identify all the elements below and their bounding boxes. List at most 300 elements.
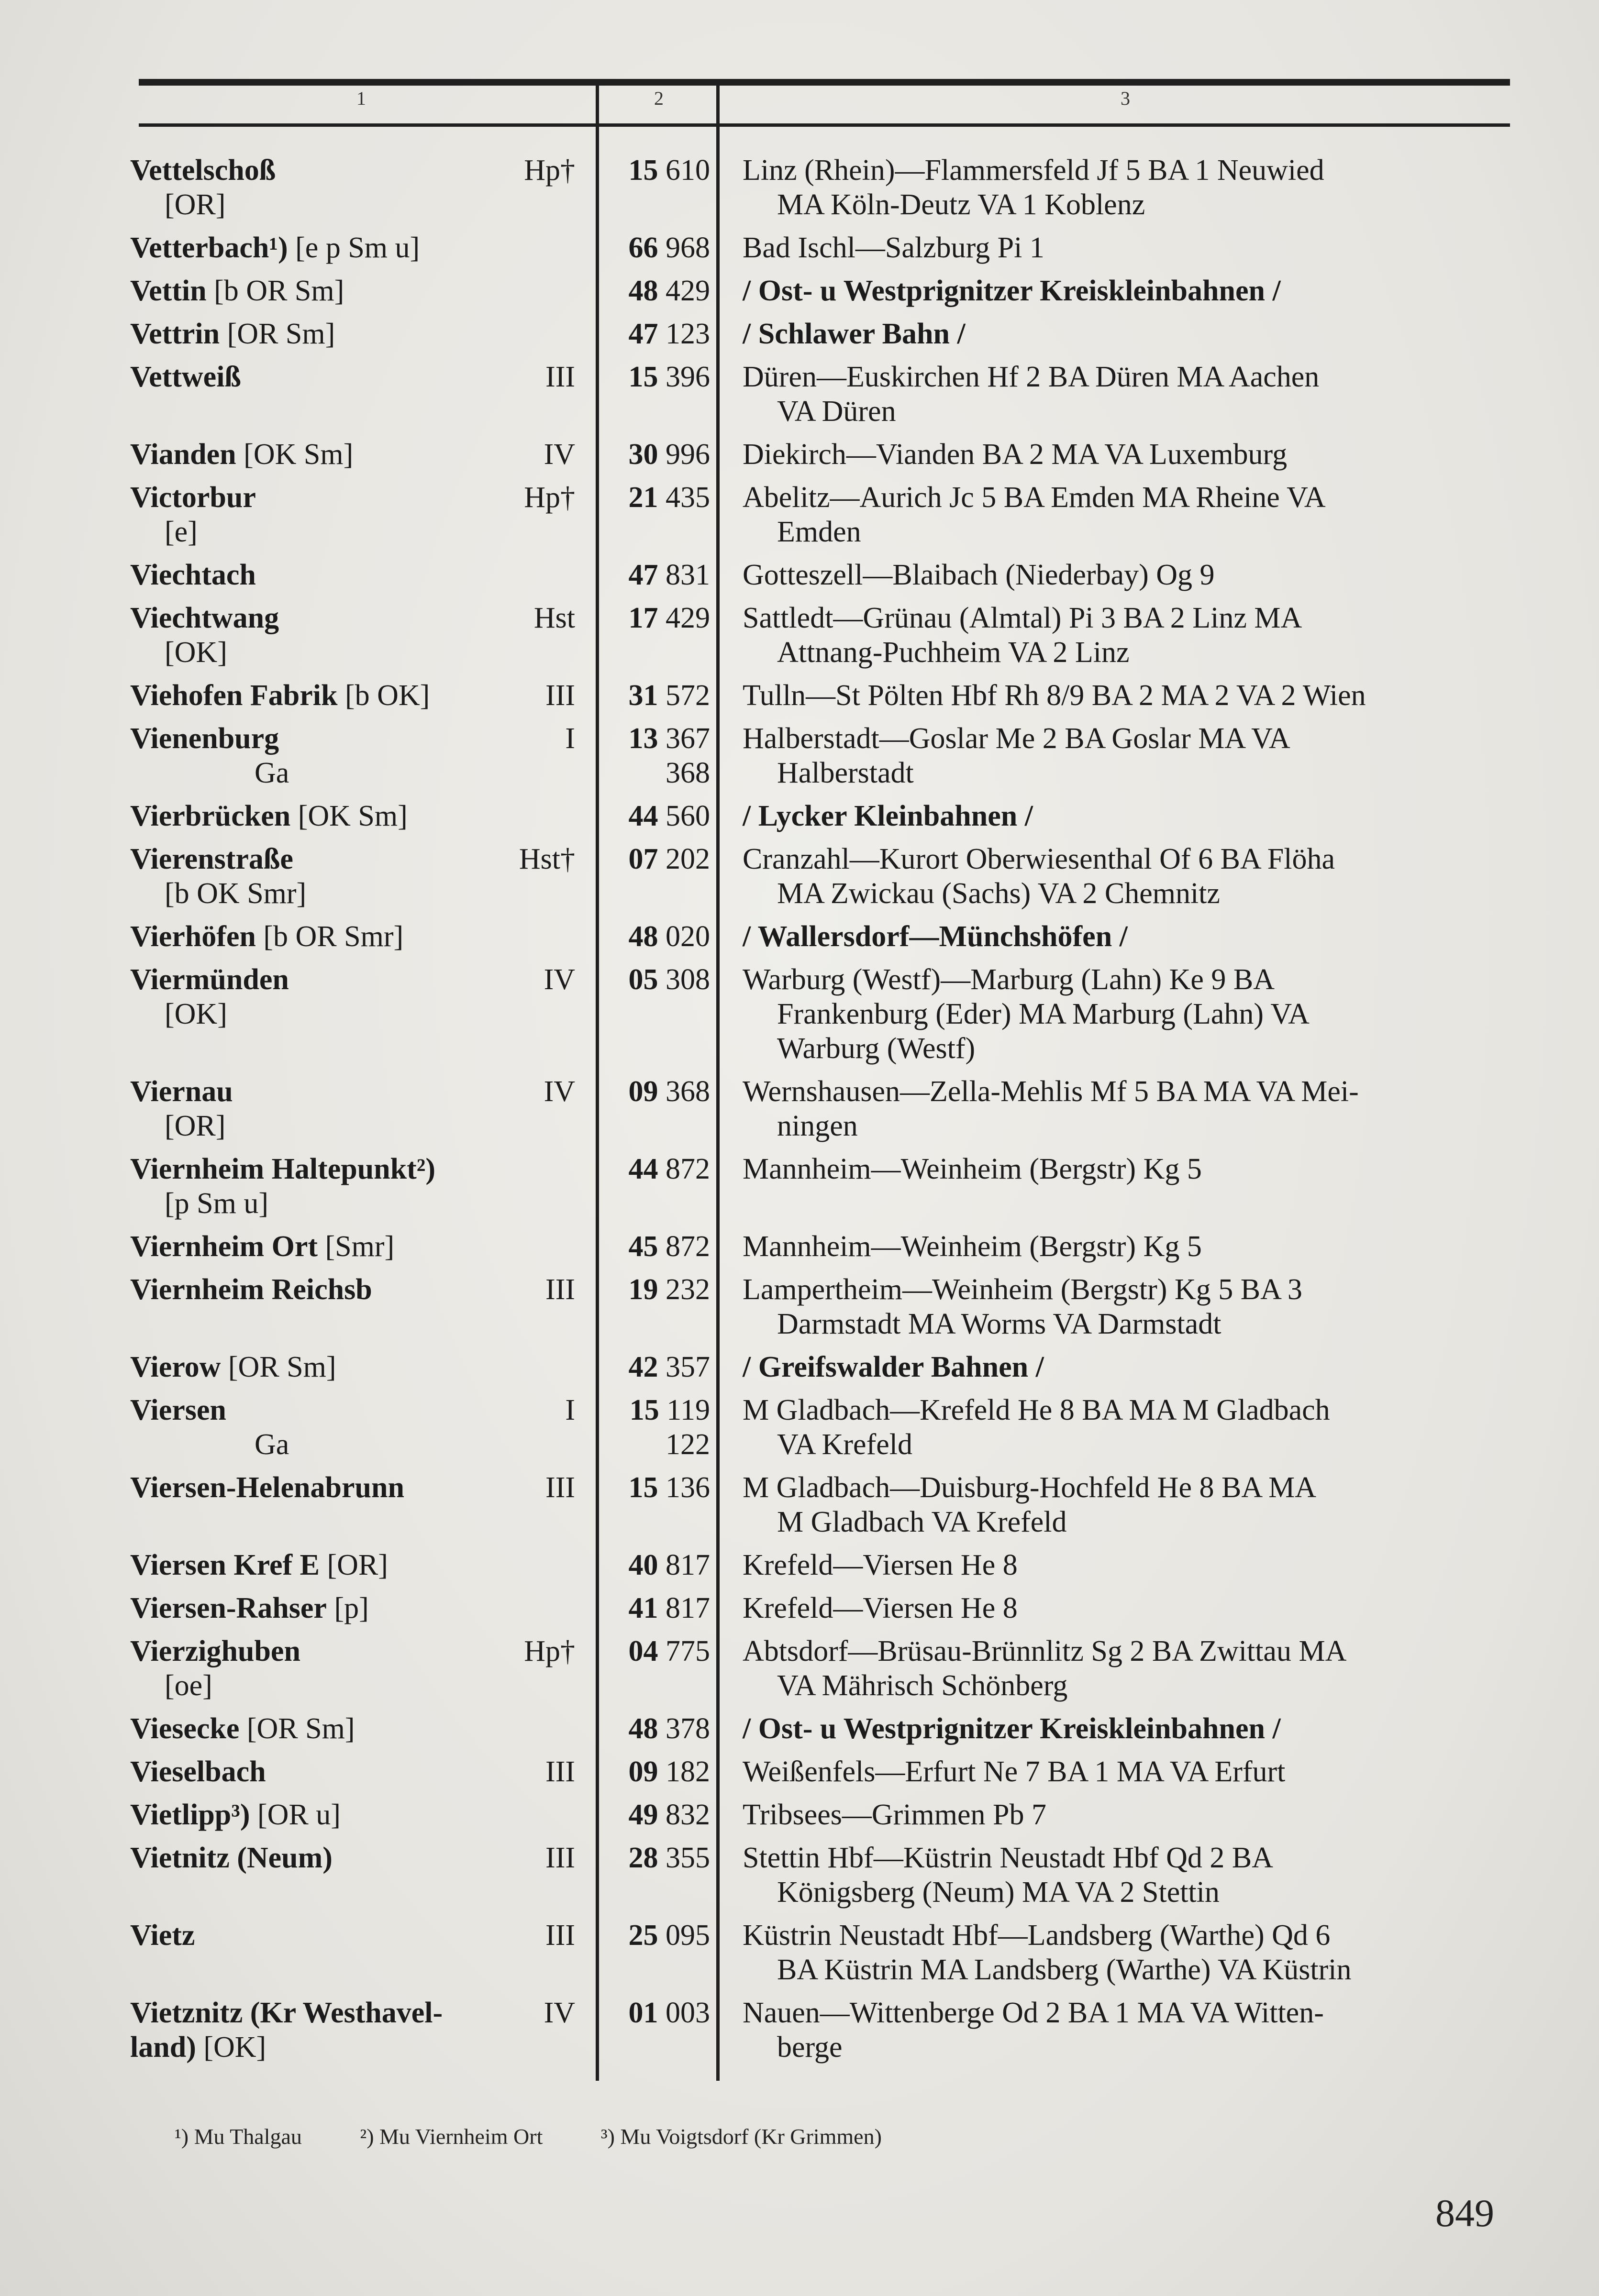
number-suffix: 831: [666, 559, 710, 591]
number-suffix: 123: [666, 318, 710, 350]
route-line: M Gladbach—Krefeld He 8 BA MA M Gladbach: [743, 1394, 1330, 1426]
route-line: M Gladbach—Duisburg-Hochfeld He 8 BA MA: [743, 1471, 1317, 1504]
route-line: / Schlawer Bahn /: [743, 318, 966, 350]
station-name: Viersen Kref E: [130, 1549, 320, 1581]
route-info: [743, 558, 1508, 592]
route-line: Abelitz—Aurich Jc 5 BA Emden MA Rheine VA: [743, 481, 1326, 514]
number-prefix: 48: [628, 1712, 658, 1745]
table-row: [0, 1548, 1599, 1591]
station-number: [604, 1393, 710, 1462]
station-class: Hp†: [524, 1635, 575, 1667]
route-line: / Greifswalder Bahnen /: [743, 1351, 1044, 1383]
number-suffix: 996: [666, 438, 710, 471]
station-name: Viernheim Ort: [130, 1230, 318, 1263]
station-name: Vietznitz (Kr Westhavel-: [130, 1997, 443, 2029]
station-name: Vettelschoß: [130, 154, 276, 187]
number-suffix: 396: [666, 361, 710, 393]
station-cell: [130, 1272, 508, 1307]
route-line: Sattledt—Grünau (Almtal) Pi 3 BA 2 Linz MA: [743, 602, 1302, 634]
route-info: [743, 1350, 1508, 1384]
number-suffix: 368: [666, 1075, 710, 1108]
route-line: Mannheim—Weinheim (Bergstr) Kg 5: [743, 1230, 1202, 1263]
route-line: Tulln—St Pölten Hbf Rh 8/9 BA 2 MA 2 VA 2 Wien: [743, 679, 1366, 712]
number-prefix: 40: [628, 1549, 658, 1581]
station-number: [604, 1755, 710, 1789]
number-prefix: 28: [628, 1842, 658, 1874]
station-sub: Ga: [255, 1428, 289, 1461]
route-line: Attnang-Puchheim VA 2 Linz: [777, 636, 1130, 669]
route-line: berge: [777, 2031, 843, 2064]
number-suffix: 136: [666, 1471, 710, 1504]
route-info: [743, 317, 1508, 351]
station-class: III: [545, 1919, 575, 1952]
column-header-1: 1: [356, 88, 366, 109]
number-suffix: 610: [666, 154, 710, 187]
table-row: [0, 1272, 1599, 1350]
number-suffix: 367: [666, 722, 710, 755]
station-code: [OK]: [196, 2031, 266, 2064]
station-number: [604, 842, 710, 876]
station-name: Victorbur: [130, 481, 256, 514]
number-prefix: 48: [628, 920, 658, 953]
footnote-2: ²) Mu Viernheim Ort: [360, 2124, 543, 2149]
route-info: [743, 1470, 1508, 1539]
station-cell: [130, 1074, 508, 1143]
station-name-cont: land): [130, 2031, 196, 2064]
station-number: [604, 231, 710, 265]
route-line: Krefeld—Viersen He 8: [743, 1549, 1018, 1581]
number-suffix: 817: [666, 1549, 710, 1581]
footnotes: [175, 2124, 1419, 2149]
route-line: VA Krefeld: [777, 1428, 912, 1461]
number-suffix: 119: [666, 1394, 710, 1426]
number-prefix: 31: [628, 679, 658, 712]
table-row: [0, 1798, 1599, 1841]
number-prefix: 19: [628, 1273, 658, 1306]
route-line: / Wallersdorf—Münchshöfen /: [743, 920, 1128, 953]
station-class: Hst: [533, 602, 575, 634]
route-info: [743, 1841, 1508, 1910]
station-name: Vianden: [130, 438, 236, 471]
station-number: [604, 1229, 710, 1264]
table-row: [0, 1841, 1599, 1918]
number-prefix: 47: [628, 318, 658, 350]
station-cell: [130, 153, 508, 222]
route-info: [743, 678, 1508, 713]
station-number: [604, 1918, 710, 1953]
number-prefix: 42: [628, 1351, 658, 1383]
footnote-1: ¹) Mu Thalgau: [175, 2124, 302, 2149]
station-class: IV: [544, 1997, 575, 2029]
table-row: [0, 721, 1599, 799]
station-class: IV: [544, 963, 575, 996]
station-cell: [130, 601, 508, 670]
station-sub: [p Sm u]: [165, 1187, 268, 1220]
route-line: Nauen—Wittenberge Od 2 BA 1 MA VA Witten-: [743, 1997, 1324, 2029]
station-class: I: [565, 1394, 575, 1426]
station-number: [604, 1152, 710, 1186]
station-cell: [130, 1755, 508, 1789]
table-row: [0, 231, 1599, 274]
station-class: III: [545, 361, 575, 393]
station-name: Vietz: [130, 1919, 195, 1952]
route-line: Krefeld—Viersen He 8: [743, 1592, 1018, 1624]
number-sub: 122: [666, 1428, 710, 1461]
route-line: Königsberg (Neum) MA VA 2 Stettin: [777, 1876, 1220, 1909]
route-line: VA Düren: [777, 395, 896, 428]
route-line: Stettin Hbf—Küstrin Neustadt Hbf Qd 2 BA: [743, 1842, 1274, 1874]
number-prefix: 21: [628, 481, 658, 514]
route-info: [743, 437, 1508, 472]
table-row: [0, 1470, 1599, 1548]
table-row: [0, 558, 1599, 601]
table-row: [0, 919, 1599, 962]
station-cell: [130, 1841, 508, 1875]
station-cell: [130, 231, 508, 265]
route-info: [743, 153, 1508, 222]
station-number: [604, 1548, 710, 1582]
number-suffix: 020: [666, 920, 710, 953]
station-cell: [130, 962, 508, 1031]
route-info: [743, 919, 1508, 954]
station-code: [OK Sm]: [290, 800, 408, 832]
number-suffix: 429: [666, 275, 710, 307]
station-cell: [130, 919, 508, 954]
route-info: [743, 601, 1508, 670]
station-sub: [OK]: [165, 636, 227, 669]
number-prefix: 45: [628, 1230, 658, 1263]
route-line: Mannheim—Weinheim (Bergstr) Kg 5: [743, 1153, 1202, 1185]
route-info: [743, 1711, 1508, 1746]
route-info: [743, 1393, 1508, 1462]
station-sub: [OR]: [165, 1110, 226, 1142]
route-info: [743, 962, 1508, 1066]
number-prefix: 44: [628, 1153, 658, 1185]
station-name: Vieselbach: [130, 1755, 266, 1788]
station-number: [604, 1591, 710, 1625]
station-class: Hp†: [524, 481, 575, 514]
station-code: [e p Sm u]: [288, 232, 420, 264]
number-suffix: 095: [666, 1919, 710, 1952]
number-prefix: 47: [628, 559, 658, 591]
route-line: Warburg (Westf)—Marburg (Lahn) Ke 9 BA: [743, 963, 1275, 996]
route-line: Cranzahl—Kurort Oberwiesenthal Of 6 BA Flöha: [743, 843, 1335, 875]
route-info: [743, 360, 1508, 429]
route-info: [743, 1755, 1508, 1789]
station-class: Hp†: [524, 154, 575, 187]
route-info: [743, 799, 1508, 833]
station-sub: [OK]: [165, 998, 227, 1030]
route-info: [743, 1074, 1508, 1143]
station-sub: Ga: [255, 757, 289, 789]
station-cell: [130, 1711, 508, 1746]
number-suffix: 775: [666, 1635, 710, 1667]
number-prefix: 15: [628, 154, 658, 187]
route-line: Emden: [777, 516, 861, 548]
station-name: Vierow: [130, 1351, 221, 1383]
station-cell: [130, 317, 508, 351]
top-rule: [139, 79, 1510, 86]
number-prefix: 09: [628, 1075, 658, 1108]
station-class: I: [565, 722, 575, 755]
table-row: [0, 1755, 1599, 1798]
number-prefix: 15: [628, 1471, 658, 1504]
station-number: [604, 480, 710, 515]
station-code: [OR Sm]: [221, 1351, 336, 1383]
station-cell: [130, 1634, 508, 1703]
station-number: [604, 1634, 710, 1668]
route-info: [743, 1634, 1508, 1703]
station-number: [604, 721, 710, 790]
number-prefix: 09: [628, 1755, 658, 1788]
station-cell: [130, 360, 508, 394]
station-code: [OR Sm]: [239, 1712, 355, 1745]
table-row: [0, 437, 1599, 480]
header-rule: [139, 123, 1510, 127]
footnote-3: ³) Mu Voigtsdorf (Kr Grimmen): [600, 2124, 882, 2149]
station-name: Vierbrücken: [130, 800, 291, 832]
number-suffix: 872: [666, 1153, 710, 1185]
station-name: Vierzighuben: [130, 1635, 300, 1667]
station-cell: [130, 721, 508, 790]
table-row: [0, 480, 1599, 558]
station-code: [p]: [326, 1592, 369, 1624]
table-row: [0, 1393, 1599, 1470]
station-number: [604, 919, 710, 954]
number-suffix: 003: [666, 1997, 710, 2029]
station-number: [604, 1074, 710, 1109]
station-name: Viermünden: [130, 963, 289, 996]
station-cell: [130, 480, 508, 549]
station-number: [604, 1470, 710, 1505]
route-line: / Lycker Kleinbahnen /: [743, 800, 1033, 832]
page-number: 849: [1435, 2191, 1494, 2235]
station-cell: [130, 678, 508, 713]
station-name: Vettin: [130, 275, 207, 307]
number-suffix: 832: [666, 1799, 710, 1831]
station-number: [604, 317, 710, 351]
station-number: [604, 678, 710, 713]
number-prefix: 05: [628, 963, 658, 996]
station-cell: [130, 1152, 508, 1221]
station-name: Viesecke: [130, 1712, 240, 1745]
number-prefix: 48: [628, 275, 658, 307]
station-cell: [130, 1229, 508, 1264]
number-suffix: 308: [666, 963, 710, 996]
station-code: [OR Sm]: [220, 318, 335, 350]
route-line: Darmstadt MA Worms VA Darmstadt: [777, 1308, 1221, 1340]
station-name: Vettrin: [130, 318, 220, 350]
route-line: Warburg (Westf): [777, 1032, 976, 1065]
station-cell: [130, 799, 508, 833]
station-class: III: [545, 1842, 575, 1874]
route-line: Bad Ischl—Salzburg Pi 1: [743, 232, 1044, 264]
route-line: Wernshausen—Zella-Mehlis Mf 5 BA MA VA Mei-: [743, 1075, 1359, 1108]
table-row: [0, 1634, 1599, 1711]
route-line: ningen: [777, 1110, 858, 1142]
number-suffix: 357: [666, 1351, 710, 1383]
route-line: M Gladbach VA Krefeld: [777, 1506, 1067, 1538]
station-cell: [130, 1350, 508, 1384]
number-prefix: 30: [628, 438, 658, 471]
station-name: Viechtach: [130, 559, 256, 591]
route-info: [743, 1152, 1508, 1186]
station-cell: [130, 1548, 508, 1582]
route-line: / Ost- u Westprignitzer Kreiskleinbahnen /: [743, 275, 1281, 307]
route-info: [743, 1996, 1508, 2064]
station-class: III: [545, 1273, 575, 1306]
station-code: [OR]: [320, 1549, 388, 1581]
station-number: [604, 1798, 710, 1832]
route-info: [743, 842, 1508, 911]
route-line: Lampertheim—Weinheim (Bergstr) Kg 5 BA 3: [743, 1273, 1302, 1306]
route-line: / Ost- u Westprignitzer Kreiskleinbahnen /: [743, 1712, 1281, 1745]
route-info: [743, 1591, 1508, 1625]
station-number: [604, 601, 710, 635]
station-sub: [b OK Smr]: [165, 877, 307, 910]
station-name: Vierhöfen: [130, 920, 256, 953]
number-suffix: 872: [666, 1230, 710, 1263]
table-row: [0, 360, 1599, 437]
table-row: [0, 799, 1599, 842]
station-cell: [130, 1918, 508, 1953]
table-row: [0, 1996, 1599, 2073]
station-number: [604, 274, 710, 308]
table-row: [0, 1591, 1599, 1634]
station-cell: [130, 1798, 508, 1832]
station-code: [OR u]: [250, 1799, 341, 1831]
station-number: [604, 1272, 710, 1307]
route-info: [743, 1229, 1508, 1264]
station-cell: [130, 558, 508, 592]
station-cell: [130, 1591, 508, 1625]
table-row: [0, 1711, 1599, 1755]
number-sub: 368: [666, 757, 710, 789]
station-cell: [130, 1996, 508, 2064]
station-class: III: [545, 1471, 575, 1504]
station-name: Vetterbach¹): [130, 232, 288, 264]
number-suffix: 232: [666, 1273, 710, 1306]
table-row: [0, 678, 1599, 721]
number-suffix: 572: [666, 679, 710, 712]
station-number: [604, 437, 710, 472]
station-code: [b OR Sm]: [206, 275, 344, 307]
table-row: [0, 317, 1599, 360]
station-table: [0, 153, 1599, 2073]
route-line: VA Mährisch Schönberg: [777, 1669, 1068, 1702]
route-line: Halberstadt—Goslar Me 2 BA Goslar MA VA: [743, 722, 1290, 755]
number-prefix: 13: [628, 722, 658, 755]
table-row: [0, 1152, 1599, 1229]
station-name: Vienenburg: [130, 722, 279, 755]
station-number: [604, 1711, 710, 1746]
station-name: Viehofen Fabrik: [130, 679, 338, 712]
route-info: [743, 274, 1508, 308]
station-number: [604, 360, 710, 394]
station-code: [Smr]: [317, 1230, 395, 1263]
station-class: IV: [544, 1075, 575, 1108]
station-cell: [130, 274, 508, 308]
station-cell: [130, 437, 508, 472]
route-info: [743, 1918, 1508, 1987]
column-header-3: 3: [1121, 88, 1130, 109]
number-suffix: 817: [666, 1592, 710, 1624]
route-info: [743, 721, 1508, 790]
number-suffix: 429: [666, 602, 710, 634]
station-name: Viechtwang: [130, 602, 279, 634]
route-line: MA Köln-Deutz VA 1 Koblenz: [777, 188, 1145, 221]
route-line: Düren—Euskirchen Hf 2 BA Düren MA Aachen: [743, 361, 1320, 393]
station-name: Viersen-Helenabrunn: [130, 1471, 404, 1504]
station-sub: [OR]: [165, 188, 226, 221]
route-info: [743, 480, 1508, 549]
station-number: [604, 153, 710, 188]
route-info: [743, 231, 1508, 265]
number-prefix: 44: [628, 800, 658, 832]
station-number: [604, 558, 710, 592]
station-name: Vietlipp³): [130, 1799, 250, 1831]
station-number: [604, 1841, 710, 1875]
station-number: [604, 1996, 710, 2030]
route-line: BA Küstrin MA Landsberg (Warthe) VA Küstrin: [777, 1954, 1352, 1986]
route-info: [743, 1548, 1508, 1582]
table-row: [0, 1229, 1599, 1272]
route-info: [743, 1272, 1508, 1341]
table-row: [0, 274, 1599, 317]
number-suffix: 968: [666, 232, 710, 264]
station-number: [604, 1350, 710, 1384]
station-name: Viersen-Rahser: [130, 1592, 327, 1624]
station-name: Viernau: [130, 1075, 233, 1108]
route-line: Diekirch—Vianden BA 2 MA VA Luxemburg: [743, 438, 1288, 471]
number-suffix: 435: [666, 481, 710, 514]
station-name: Viersen: [130, 1394, 226, 1426]
number-prefix: 41: [628, 1592, 658, 1624]
number-prefix: 25: [628, 1919, 658, 1952]
number-prefix: 49: [628, 1799, 658, 1831]
number-suffix: 378: [666, 1712, 710, 1745]
route-line: Gotteszell—Blaibach (Niederbay) Og 9: [743, 559, 1215, 591]
station-code: [OK Sm]: [236, 438, 354, 471]
table-row: [0, 153, 1599, 231]
station-cell: [130, 1393, 508, 1462]
station-class: Hst†: [519, 843, 575, 875]
table-row: [0, 842, 1599, 919]
station-cell: [130, 1470, 508, 1505]
station-sub: [oe]: [165, 1669, 212, 1702]
station-cell: [130, 842, 508, 911]
table-row: [0, 1074, 1599, 1152]
station-code: [b OK]: [337, 679, 430, 712]
number-suffix: 560: [666, 800, 710, 832]
station-name: Vietnitz (Neum): [130, 1842, 333, 1874]
table-row: [0, 601, 1599, 678]
station-sub: [e]: [165, 516, 198, 548]
route-line: MA Zwickau (Sachs) VA 2 Chemnitz: [777, 877, 1220, 910]
station-number: [604, 962, 710, 997]
station-name: Viernheim Haltepunkt²): [130, 1153, 436, 1185]
number-suffix: 202: [666, 843, 710, 875]
route-line: Weißenfels—Erfurt Ne 7 BA 1 MA VA Erfurt: [743, 1755, 1286, 1788]
route-line: Küstrin Neustadt Hbf—Landsberg (Warthe) Qd 6: [743, 1919, 1331, 1952]
route-line: Linz (Rhein)—Flammersfeld Jf 5 BA 1 Neuwied: [743, 154, 1324, 187]
route-line: Abtsdorf—Brüsau-Brünnlitz Sg 2 BA Zwittau MA: [743, 1635, 1347, 1667]
table-row: [0, 1350, 1599, 1393]
station-code: [b OR Smr]: [255, 920, 404, 953]
number-prefix: 15: [629, 1394, 659, 1426]
number-suffix: 182: [666, 1755, 710, 1788]
route-line: Frankenburg (Eder) MA Marburg (Lahn) VA: [777, 998, 1310, 1030]
